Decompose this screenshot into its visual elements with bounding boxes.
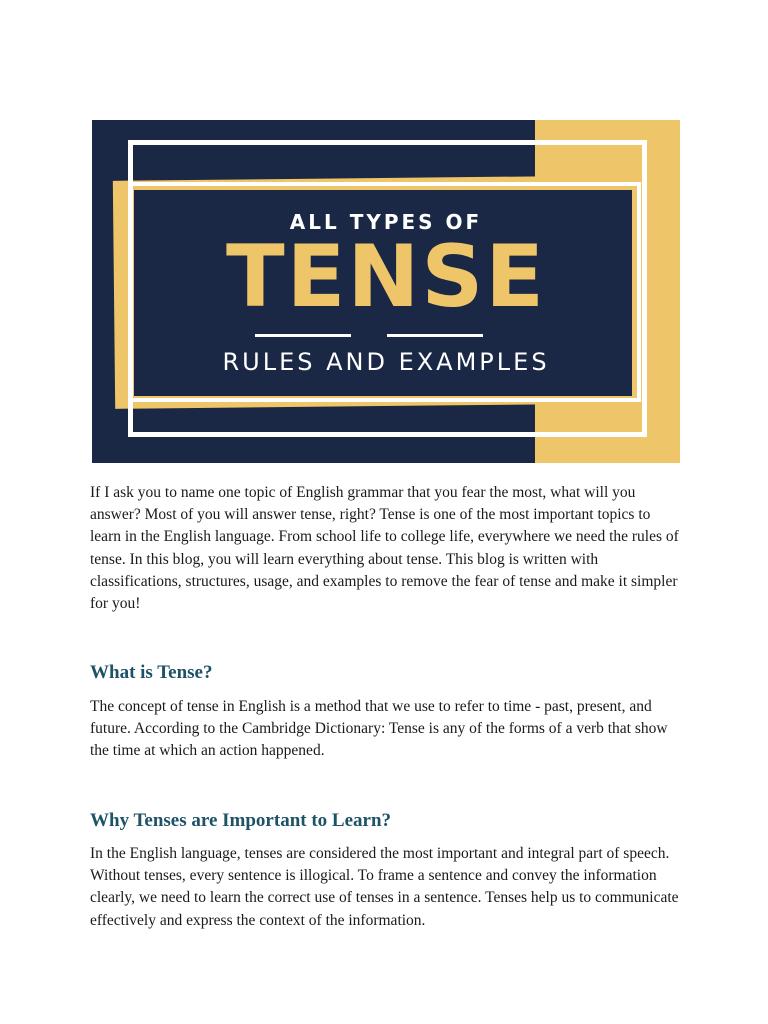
banner-divider-left <box>255 334 351 337</box>
intro-paragraph: If I ask you to name one topic of English grammar that you fear the most, what will you answer? Most of you will answer tense, right? Tense is one of the most important topics to learn in the English language. From school life to college life, everywhere we need the rules of tense. In this blog, you will learn everything about tense. This blog is written with classifications, structures, usage, and examples to remove the fear of tense and make it simpler for you! <box>90 484 679 613</box>
banner-divider-right <box>387 334 483 337</box>
banner-image <box>92 120 680 463</box>
section-body-what-is-tense: The concept of tense in English is a method that we use to refer to time - past, present, and future. According to the Cambridge Dictionary: Tense is any of the forms of a verb that show the time at which an action happened. <box>90 698 668 760</box>
banner-line-1: ALL TYPES OF <box>289 210 483 234</box>
banner-title: TENSE <box>225 227 547 327</box>
section-body-why-important: In the English language, tenses are considered the most important and integral part of speech. Without tenses, every sentence is illogical. To frame a sentence and convey the information clearly, we need to learn the correct use of tenses in a sentence. Tenses help us to communicate effectively and express the context of the information. <box>90 845 679 929</box>
section-heading-why-important: Why Tenses are Important to Learn? <box>90 810 392 831</box>
banner-subtitle: RULES AND EXAMPLES <box>222 348 550 376</box>
section-heading-what-is-tense: What is Tense? <box>90 662 213 683</box>
